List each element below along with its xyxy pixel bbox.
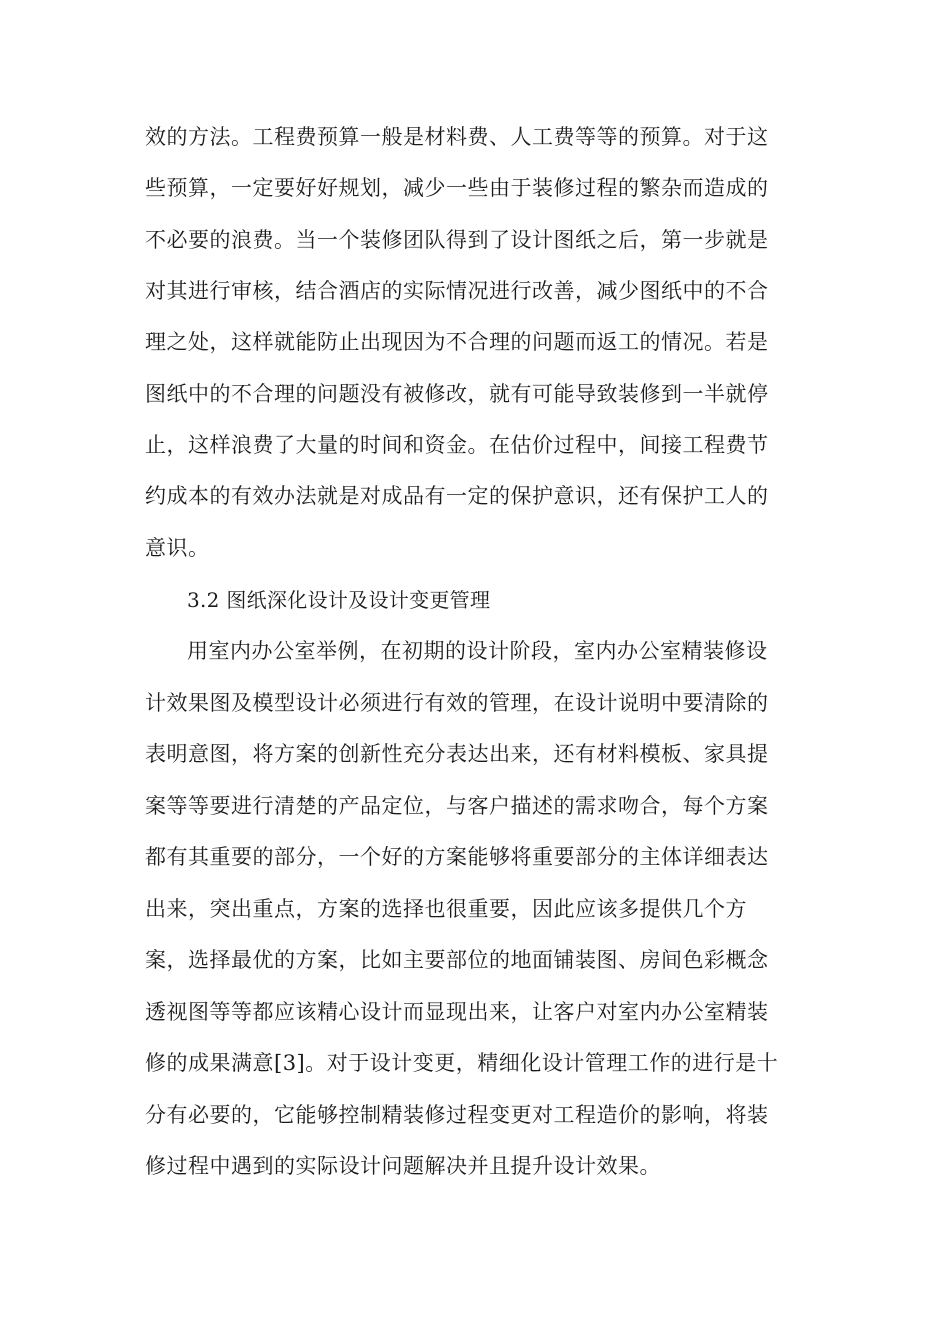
section-heading: 3.2 图纸深化设计及设计变更管理 — [187, 588, 491, 612]
paragraph-2-line-1: 用室内办公室举例，在初期的设计阶段，室内办公室精装修设 — [187, 639, 768, 663]
paragraph-2-line-3: 表明意图，将方案的创新性充分表达出来，还有材料模板、家具提 — [145, 742, 769, 766]
paragraph-1-line-3: 不必要的浪费。当一个装修团队得到了设计图纸之后，第一步就是 — [145, 228, 769, 252]
paragraph-1-line-5: 理之处，这样就能防止出现因为不合理的问题而返工的情况。若是 — [145, 330, 769, 354]
paragraph-2-line-8: 透视图等等都应该精心设计而显现出来，让客户对室内办公室精装 — [145, 1000, 769, 1024]
paragraph-2-line-10: 分有必要的，它能够控制精装修过程变更对工程造价的影响，将装 — [145, 1103, 769, 1127]
paragraph-2-line-6: 出来，突出重点，方案的选择也很重要，因此应该多提供几个方 — [145, 897, 747, 921]
paragraph-1-line-7: 止，这样浪费了大量的时间和资金。在估价过程中，间接工程费节 — [145, 433, 769, 457]
paragraph-2-line-5: 都有其重要的部分，一个好的方案能够将重要部分的主体详细表达 — [145, 845, 769, 869]
paragraph-2-line-7: 案，选择最优的方案，比如主要部位的地面铺装图、房间色彩概念 — [145, 948, 769, 972]
paragraph-2-line-2: 计效果图及模型设计必须进行有效的管理，在设计说明中要清除的 — [145, 691, 769, 715]
paragraph-1-line-1: 效的方法。工程费预算一般是材料费、人工费等等的预算。对于这 — [145, 125, 769, 149]
paragraph-2-line-11: 修过程中遇到的实际设计问题解决并且提升设计效果。 — [145, 1154, 661, 1178]
paragraph-1-line-2: 些预算，一定要好好规划，减少一些由于装修过程的繁杂而造成的 — [145, 176, 769, 200]
paragraph-2-line-4: 案等等要进行清楚的产品定位，与客户描述的需求吻合，每个方案 — [145, 794, 769, 818]
paragraph-2-line-9: 修的成果满意[3]。对于设计变更，精细化设计管理工作的进行是十 — [145, 1051, 779, 1075]
paragraph-1-line-8: 约成本的有效办法就是对成品有一定的保护意识，还有保护工人的 — [145, 484, 769, 508]
paragraph-1-line-9: 意识。 — [145, 536, 210, 560]
paragraph-1-line-6: 图纸中的不合理的问题没有被修改，就有可能导致装修到一半就停 — [145, 382, 769, 406]
paragraph-1-line-4: 对其进行审核，结合酒店的实际情况进行改善，减少图纸中的不合 — [145, 279, 769, 303]
